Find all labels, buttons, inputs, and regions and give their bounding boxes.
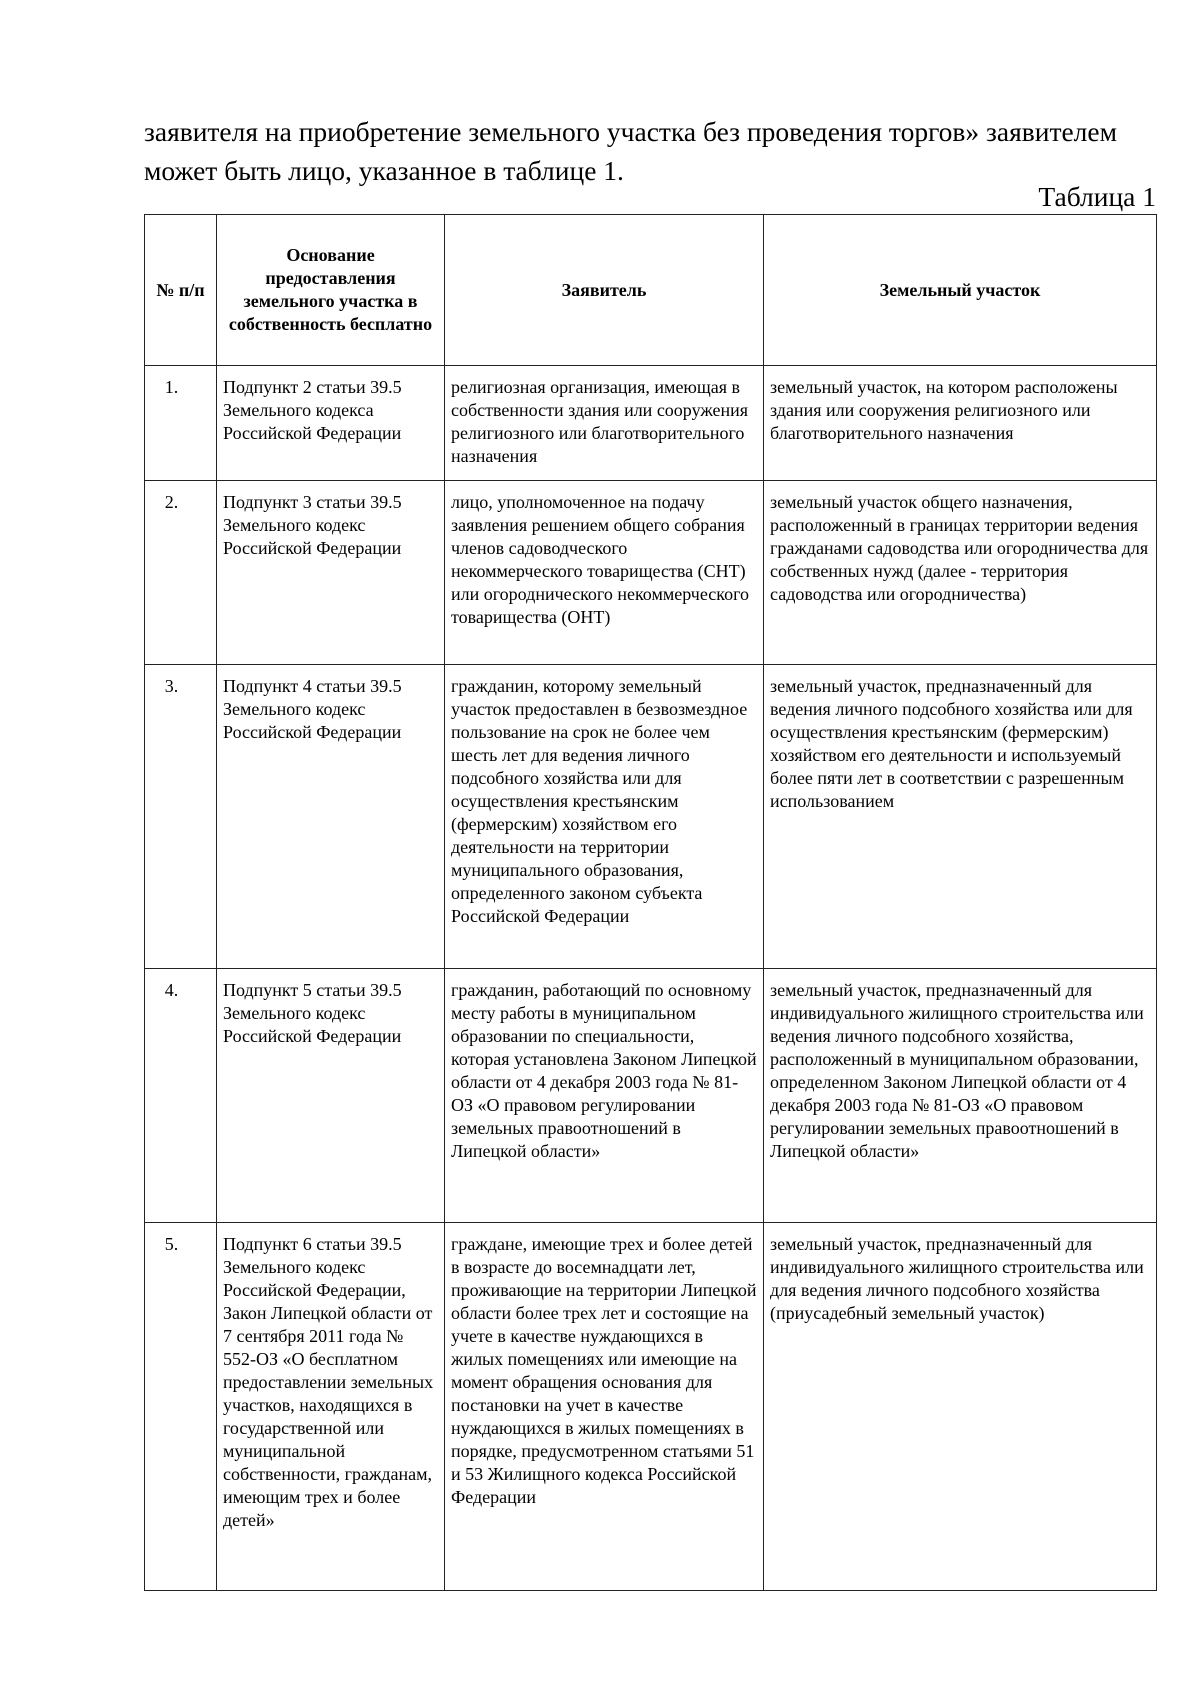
- table-row: [145, 665, 1157, 969]
- table-row: [145, 481, 1157, 665]
- row-plot: земельный участок, предназначенный для индивидуального жилищного строительства или для ведения личного подсобного хозяйства (приусадебный земельный участок): [764, 1223, 1157, 1591]
- row-num: 4.: [145, 969, 217, 1223]
- row-basis: Подпункт 6 статьи 39.5 Земельного кодекс Российской Федерации, Закон Липецкой области от 7 сентября 2011 года № 552-ОЗ «О бесплатном предоставлении земельных участков, находящихся в государственной или муниципальной собственности, гражданам, имеющим трех и более детей»: [217, 1223, 445, 1591]
- table-caption: Таблица 1: [1038, 181, 1156, 212]
- table-row: [145, 1223, 1157, 1591]
- row-num: 1.: [145, 366, 217, 481]
- row-applicant: граждане, имеющие трех и более детей в возрасте до восемнадцати лет, проживающие на территории Липецкой области более трех лет и состоящие на учете в качестве нуждающихся в жилых помещениях или имеющие на момент обращения основания для постановки на учет в качестве нуждающихся в жилых помещениях в порядке, предусмотренном статьями 51 и 53 Жилищного кодекса Российской Федерации: [445, 1223, 764, 1591]
- table-row: [145, 969, 1157, 1223]
- row-plot: земельный участок общего назначения, расположенный в границах территории ведения гражданами садоводства или огородничества для собственных нужд (далее - территория садоводства или огородничества): [764, 481, 1157, 665]
- row-plot: земельный участок, предназначенный для индивидуального жилищного строительства или ведения личного подсобного хозяйства, расположенный в муниципальном образовании, определенном Законом Липецкой области от 4 декабря 2003 года № 81-ОЗ «О правовом регулировании земельных правоотношений в Липецкой области»: [764, 969, 1157, 1223]
- row-applicant: религиозная организация, имеющая в собственности здания или сооружения религиозного или благотворительного назначения: [445, 366, 764, 481]
- intro-paragraph: [144, 112, 1154, 190]
- row-num: 5.: [145, 1223, 217, 1591]
- row-applicant: гражданин, работающий по основному месту работы в муниципальном образовании по специальности, которая установлена Законом Липецкой области от 4 декабря 2003 года № 81-ОЗ «О правовом регулировании земельных правоотношений в Липецкой области»: [445, 969, 764, 1223]
- header-basis: Основание предоставления земельного участка в собственность бесплатно: [217, 215, 445, 366]
- row-applicant: лицо, уполномоченное на подачу заявления решением общего собрания членов садоводческого некоммерческого товарищества (СНТ) или огороднического некоммерческого товарищества (ОНТ): [445, 481, 764, 665]
- row-plot: земельный участок, на котором расположены здания или сооружения религиозного или благотворительного назначения: [764, 366, 1157, 481]
- table-row: [145, 366, 1157, 481]
- header-plot: Земельный участок: [764, 215, 1157, 366]
- row-applicant: гражданин, которому земельный участок предоставлен в безвозмездное пользование на срок не более чем шесть лет для ведения личного подсобного хозяйства или для осуществления крестьянским (фермерским) хозяйством его деятельности на территории муниципального образования, определенного законом субъекта Российской Федерации: [445, 665, 764, 969]
- intro-line-1: заявителя на приобретение земельного участка без проведения торгов» заявителем: [144, 116, 1118, 147]
- row-num: 2.: [145, 481, 217, 665]
- row-num: 3.: [145, 665, 217, 969]
- header-num: № п/п: [145, 215, 217, 366]
- land-plot-table: [144, 214, 1157, 1591]
- row-basis: Подпункт 3 статьи 39.5 Земельного кодекс Российской Федерации: [217, 481, 445, 665]
- row-basis: Подпункт 4 статьи 39.5 Земельного кодекс Российской Федерации: [217, 665, 445, 969]
- row-basis: Подпункт 2 статьи 39.5 Земельного кодекса Российской Федерации: [217, 366, 445, 481]
- row-basis: Подпункт 5 статьи 39.5 Земельного кодекс Российской Федерации: [217, 969, 445, 1223]
- header-applicant: Заявитель: [445, 215, 764, 366]
- intro-line-2: может быть лицо, указанное в таблице 1.: [144, 155, 624, 186]
- row-plot: земельный участок, предназначенный для ведения личного подсобного хозяйства или для осуществления крестьянским (фермерским) хозяйством его деятельности и используемый более пяти лет в соответствии с разрешенным использованием: [764, 665, 1157, 969]
- table-header-row: [145, 215, 1157, 366]
